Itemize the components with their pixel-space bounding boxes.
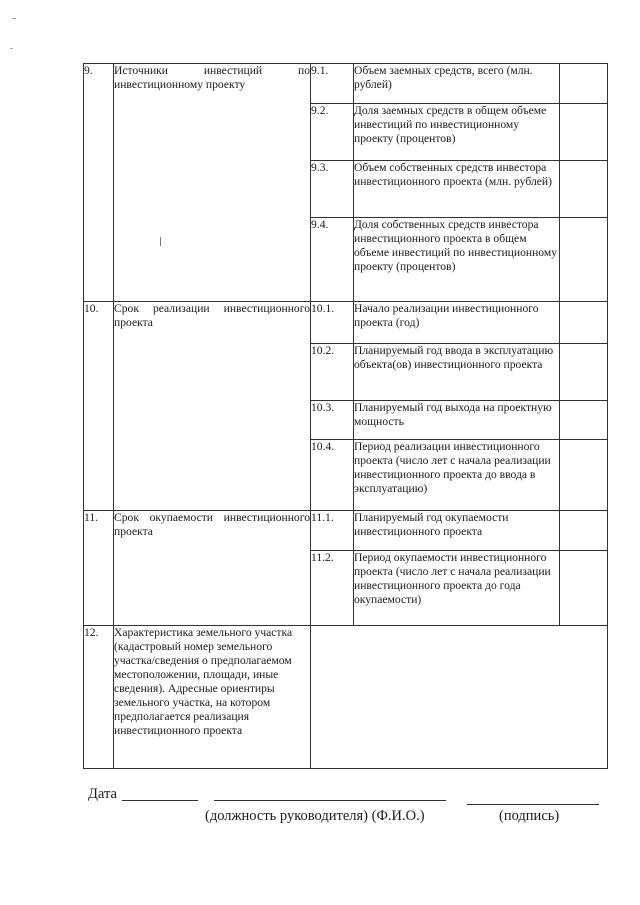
- sub-description: Объем собственных средств инвестора инвестиционного проекта (млн. рублей): [354, 161, 560, 218]
- table-row: [84, 511, 608, 551]
- date-label: Дата: [88, 786, 117, 802]
- sub-number: 11.2.: [311, 551, 354, 626]
- row-title: Источники инвестиций по инвестиционному проекту: [114, 64, 311, 302]
- sub-description: Доля заемных средств в общем объеме инвестиций по инвестиционному проекту (процентов): [354, 104, 560, 161]
- sub-number: 9.3.: [311, 161, 354, 218]
- value-cell[interactable]: [560, 218, 608, 302]
- row-title: Срок окупаемости инвестиционного проекта: [114, 511, 311, 626]
- sub-description: Планируемый год ввода в эксплуатацию объекта(ов) инвестиционного проекта: [354, 344, 560, 401]
- sub-description: Планируемый год окупаемости инвестиционного проекта: [354, 511, 560, 551]
- sub-number: 9.1.: [311, 64, 354, 104]
- position-name-line[interactable]: [214, 800, 446, 801]
- value-cell[interactable]: [560, 104, 608, 161]
- table-row: [84, 64, 608, 104]
- value-cell[interactable]: [560, 344, 608, 401]
- sub-number: 10.3.: [311, 401, 354, 440]
- sub-description: Объем заемных средств, всего (млн. рублей): [354, 64, 560, 104]
- row-title: Характеристика земельного участка (кадастровый номер земельного участка/сведения о предполагаемом местоположении, площади, иные сведения). Адресные ориентиры земельного участка, на котором предполагается реализация инвестиционного проекта: [114, 626, 311, 769]
- table-row: [84, 302, 608, 344]
- value-cell[interactable]: [560, 401, 608, 440]
- value-cell[interactable]: [560, 440, 608, 511]
- sub-description: Период окупаемости инвестиционного проекта (число лет с начала реализации инвестиционного проекта до года окупаемости): [354, 551, 560, 626]
- row-title: Срок реализации инвестиционного проекта: [114, 302, 311, 511]
- row-number: 9.: [84, 64, 114, 302]
- sub-number: 10.2.: [311, 344, 354, 401]
- sub-description: Начало реализации инвестиционного проекта (год): [354, 302, 560, 344]
- value-cell[interactable]: [560, 551, 608, 626]
- scan-mark: [12, 18, 16, 19]
- sub-description: Доля собственных средств инвестора инвестиционного проекта в общем объеме инвестиций по инвестиционному проекту (процентов): [354, 218, 560, 302]
- row-number: 12.: [84, 626, 114, 769]
- value-cell[interactable]: [311, 626, 608, 769]
- sub-number: 9.4.: [311, 218, 354, 302]
- sub-number: 10.1.: [311, 302, 354, 344]
- sub-description: Планируемый год выхода на проектную мощность: [354, 401, 560, 440]
- signature-caption: (подпись): [499, 808, 560, 824]
- date-line[interactable]: [122, 800, 198, 801]
- value-cell[interactable]: [560, 161, 608, 218]
- form-table-body: [84, 64, 608, 769]
- scan-mark: [160, 237, 161, 246]
- row-number: 10.: [84, 302, 114, 511]
- table-row: [84, 626, 608, 769]
- value-cell[interactable]: [560, 511, 608, 551]
- investment-form-table: [83, 63, 608, 769]
- value-cell[interactable]: [560, 64, 608, 104]
- scan-mark: [10, 48, 13, 49]
- sub-number: 9.2.: [311, 104, 354, 161]
- sub-number: 11.1.: [311, 511, 354, 551]
- position-name-caption: (должность руководителя) (Ф.И.О.): [205, 808, 425, 824]
- row-number: 11.: [84, 511, 114, 626]
- sub-description: Период реализации инвестиционного проекта (число лет с начала реализации инвестиционного проекта до ввода в эксплуатацию): [354, 440, 560, 511]
- signature-line[interactable]: [467, 804, 599, 805]
- sub-number: 10.4.: [311, 440, 354, 511]
- value-cell[interactable]: [560, 302, 608, 344]
